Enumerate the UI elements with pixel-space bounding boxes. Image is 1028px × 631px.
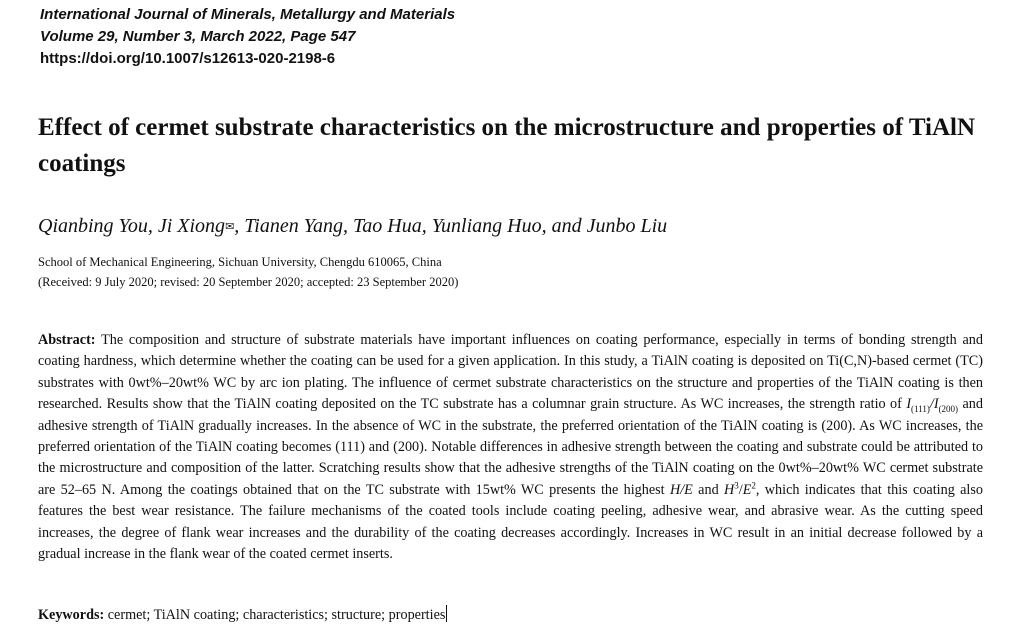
keywords-label: Keywords: <box>38 607 105 623</box>
exponent-2: 2 <box>751 480 756 491</box>
and-text: and <box>692 481 725 498</box>
exponent-3: 3 <box>734 480 739 491</box>
ratio-slash: / <box>929 396 934 413</box>
journal-header <box>40 4 455 70</box>
abstract-text-3: , which indicates that this coating also features the best wear resistance. The failure mechanisms of the coated tools include coating peeling, adhesive wear, and abrasive wear. As the cutting speed increases, the degree of flank wear increases and the durability of the coating decreases accordingly. Increases in WC result in an initial decrease followed by a gradual increase in the flank wear of the coated cermet inserts. <box>38 481 983 563</box>
paper-title: Effect of cermet substrate characteristics on the microstructure and properties of TiAlN coatings <box>38 114 976 177</box>
abstract-text-1: The composition and structure of substrate materials have important influences on coating performance, especially in terms of bonding strength and coating hardness, which determine whether the coating can be used for a given application. In this study, a TiAlN coating is deposited on Ti(C,N)-based cermet (TC) substrates with 0wt%–20wt% WC by arc ion plating. The influence of cermet substrate characteristics on the structure and properties of the TiAlN coating is then researched. Results show that the TiAlN coating deposited on the TC substrate has a columnar grain structure. As WC increases, the strength ratio of <box>38 332 983 413</box>
affiliation-block <box>38 252 458 292</box>
miller-index-200: (200) <box>938 404 959 415</box>
authors-part2: , Tianen Yang, Tao Hua, Yunliang Huo, and Junbo Liu <box>234 215 668 237</box>
envelope-icon[interactable]: ✉ <box>225 221 235 233</box>
miller-index-111: (111) <box>911 404 930 415</box>
h-symbol: H <box>724 481 735 498</box>
authors-part1: Qianbing You, Ji Xiong <box>38 215 226 237</box>
keywords <box>38 604 447 626</box>
e-symbol: E <box>742 481 752 498</box>
slash-2: / <box>738 481 743 498</box>
intensity-symbol-2: I <box>933 396 939 413</box>
intensity-symbol-1: I <box>906 396 912 413</box>
journal-name: International Journal of Minerals, Metallurgy and Materials <box>40 6 456 23</box>
doi-link[interactable]: https://doi.org/10.1007/s12613-020-2198-6 <box>40 50 336 67</box>
abstract-text-2: and adhesive strength of TiAlN gradually increases. In the absence of WC in the substrate, the preferred orientation of the TiAlN coating is (200). As WC increases, the preferred orientation of the TiAlN coating becomes (111) and (200). Notable differences in adhesive strength between the coating and substrate could be attributed to the microstructure and composition of the latter. Scratching results show that the adhesive strengths of the TiAlN coating on the 0wt%–20wt% WC cermet substrate are 52–65 N. Among the coatings obtained that on the TC substrate with 15wt% WC presents the highest <box>38 396 983 498</box>
affiliation: School of Mechanical Engineering, Sichuan University, Chengdu 610065, China <box>38 255 442 269</box>
abstract <box>38 330 983 565</box>
text-cursor <box>446 605 447 622</box>
h-over-e: H/E <box>669 481 693 498</box>
keywords-text: cermet; TiAlN coating; characteristics; structure; properties <box>104 607 446 623</box>
journal-issue: Volume 29, Number 3, March 2022, Page 547 <box>40 28 356 45</box>
received-dates: (Received: 9 July 2020; revised: 20 September 2020; accepted: 23 September 2020) <box>38 275 459 289</box>
author-list <box>38 212 667 240</box>
abstract-label: Abstract: <box>38 332 96 348</box>
